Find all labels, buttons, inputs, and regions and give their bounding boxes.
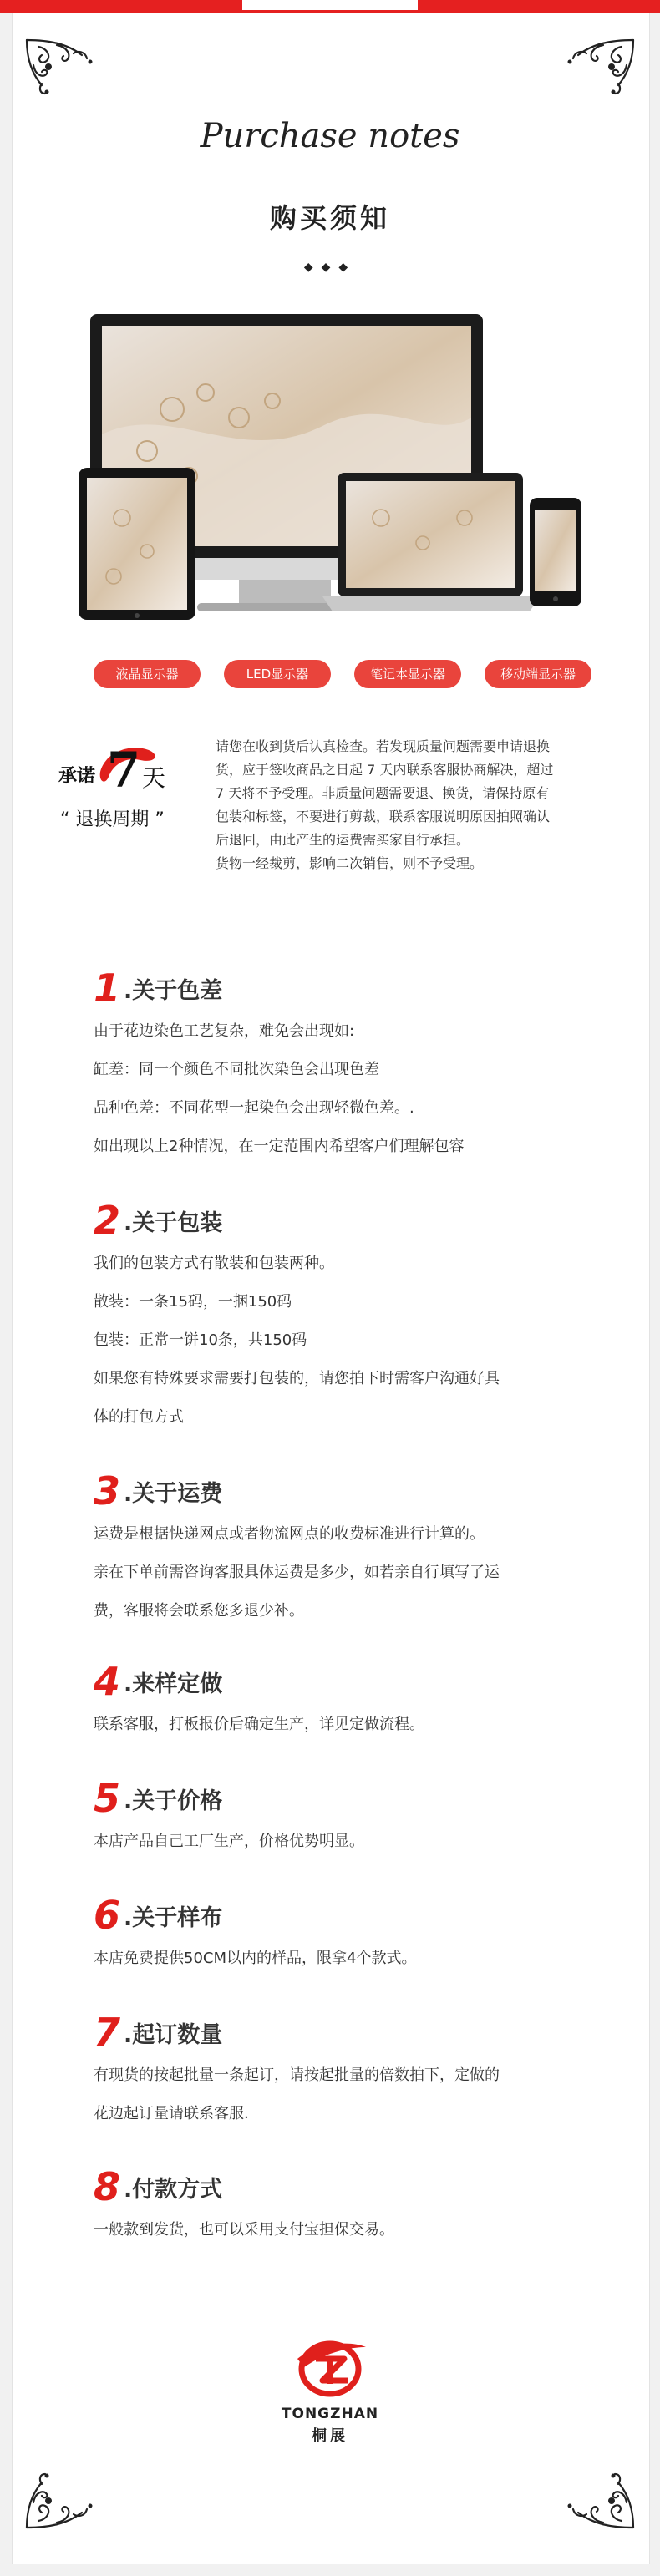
intro-line: 货，应于签收商品之日起 7 天内联系客服协商解决，超过	[216, 762, 554, 778]
corner-ornament-icon	[561, 37, 637, 95]
section-line: 联系客服，打板报价后确定生产，详见定做流程。	[94, 1716, 424, 1733]
section-title: .起订数量	[124, 2022, 223, 2048]
intro-line: 后退回，由此产生的运费需买家自行承担。	[216, 832, 470, 848]
section-title: .来样定做	[124, 1671, 223, 1697]
devices-illustration	[72, 309, 588, 626]
section-number: 3	[94, 1468, 121, 1514]
section-shipping	[94, 1463, 595, 1634]
section-number: 2	[94, 1198, 121, 1243]
section-line: 本店产品自己工厂生产，价格优势明显。	[94, 1833, 364, 1850]
seven-day-promise-badge	[57, 738, 182, 864]
section-number: 1	[94, 966, 121, 1011]
section-body	[94, 2214, 595, 2246]
section-line: 缸差：同一个颜色不同批次染色会出现色差	[94, 1061, 379, 1078]
intro-line: 包装和标签，不要进行剪裁，联系客服说明原因拍照确认	[216, 809, 551, 824]
device-tag-lcd: 液晶显示器	[94, 660, 201, 688]
section-line: 运费是根据快递网点或者物流网点的收费标准进行计算的。	[94, 1525, 485, 1543]
section-line: 本店免费提供50CM以内的样品，限拿4个款式。	[94, 1950, 417, 1967]
intro-line: 货物一经裁剪，影响二次销售，则不予受理。	[216, 855, 484, 871]
section-title: .关于样布	[124, 1905, 223, 1931]
top-bar-notch	[242, 0, 418, 10]
section-line: 如出现以上2种情况，在一定范围内希望客户们理解包容	[94, 1138, 465, 1155]
device-tag-mobile: 移动端显示器	[485, 660, 591, 688]
section-packaging	[94, 1193, 595, 1440]
promise-number: 7	[106, 742, 141, 799]
section-line: 费，客服将会联系您多退少补。	[94, 1602, 304, 1620]
title-chinese: 购买须知	[269, 202, 390, 234]
section-heading	[94, 1463, 595, 1514]
section-body	[94, 1943, 595, 1975]
return-policy-text	[216, 735, 625, 875]
section-line: 品种色差：不同花型一起染色会出现轻微色差。.	[94, 1099, 414, 1117]
section-samples	[94, 1888, 595, 1981]
brand-name-chinese: 桐展	[312, 2427, 348, 2445]
section-body	[94, 1248, 595, 1433]
section-body	[94, 1709, 595, 1741]
section-payment	[94, 2159, 595, 2253]
device-tag-laptop: 笔记本显示器	[354, 660, 461, 688]
title-divider-dots: ◆◆◆	[303, 261, 357, 274]
section-heading	[94, 2159, 595, 2209]
section-body	[94, 2060, 595, 2130]
corner-ornament-icon	[23, 2472, 99, 2531]
section-line: 亲在下单前需咨询客服具体运费是多少，如若亲自行填写了运	[94, 1564, 500, 1581]
section-heading	[94, 1193, 595, 1243]
section-body	[94, 1826, 595, 1858]
section-body	[94, 1519, 595, 1627]
intro-line: 7 天将不予受理。非质量问题需要退、换货，请保持原有	[216, 785, 550, 801]
section-heading	[94, 1654, 595, 1704]
section-number: 7	[94, 2010, 121, 2055]
section-heading	[94, 1771, 595, 1821]
section-line: 有现货的按起批量一条起订，请按起批量的倍数拍下，定做的	[94, 2066, 500, 2084]
section-line: 花边起订量请联系客服.	[94, 2105, 249, 2122]
section-title: .关于价格	[124, 1788, 223, 1814]
section-heading	[94, 961, 595, 1011]
section-line: 我们的包装方式有散装和包装两种。	[94, 1255, 334, 1272]
section-number: 6	[94, 1893, 121, 1938]
section-line: 散装：一条15码，一捆150码	[94, 1293, 292, 1311]
section-number: 8	[94, 2164, 121, 2209]
section-line: 由于花边染色工艺复杂，难免会出现如:	[94, 1022, 355, 1040]
section-line: 包装：正常一饼10条，共150码	[94, 1331, 307, 1349]
intro-line: 请您在收到货后认真检查。若发现质量问题需要申请退换	[216, 738, 551, 754]
section-price	[94, 1771, 595, 1864]
tz-swoosh-logo-icon	[292, 2334, 368, 2401]
promise-unit: 天	[142, 764, 166, 792]
title-english: Purchase notes	[200, 117, 460, 155]
device-tag-led: LED显示器	[224, 660, 331, 688]
section-line: 一般款到发货，也可以采用支付宝担保交易。	[94, 2221, 394, 2239]
corner-ornament-icon	[23, 37, 99, 95]
section-heading	[94, 2005, 595, 2055]
section-title: .付款方式	[124, 2177, 223, 2203]
section-color-difference	[94, 961, 595, 1169]
section-heading	[94, 1888, 595, 1938]
section-line: 如果您有特殊要求需要打包装的，请您拍下时需客户沟通好具	[94, 1370, 500, 1387]
section-line: 体的打包方式	[94, 1408, 184, 1426]
brand-logo	[251, 2334, 409, 2451]
section-minimum-order	[94, 2005, 595, 2137]
section-custom-order	[94, 1654, 595, 1747]
section-title: .关于色差	[124, 978, 223, 1004]
section-number: 5	[94, 1776, 121, 1821]
brand-name-english: TONGZHAN	[281, 2406, 379, 2422]
section-number: 4	[94, 1659, 121, 1704]
device-tag-row	[94, 660, 588, 688]
section-body	[94, 1016, 595, 1163]
section-title: .关于包装	[124, 1210, 223, 1236]
promise-prefix: 承诺	[58, 766, 96, 787]
corner-ornament-icon	[561, 2472, 637, 2531]
promise-period: “ 退换周期 ”	[60, 809, 165, 830]
section-title: .关于运费	[124, 1481, 223, 1507]
